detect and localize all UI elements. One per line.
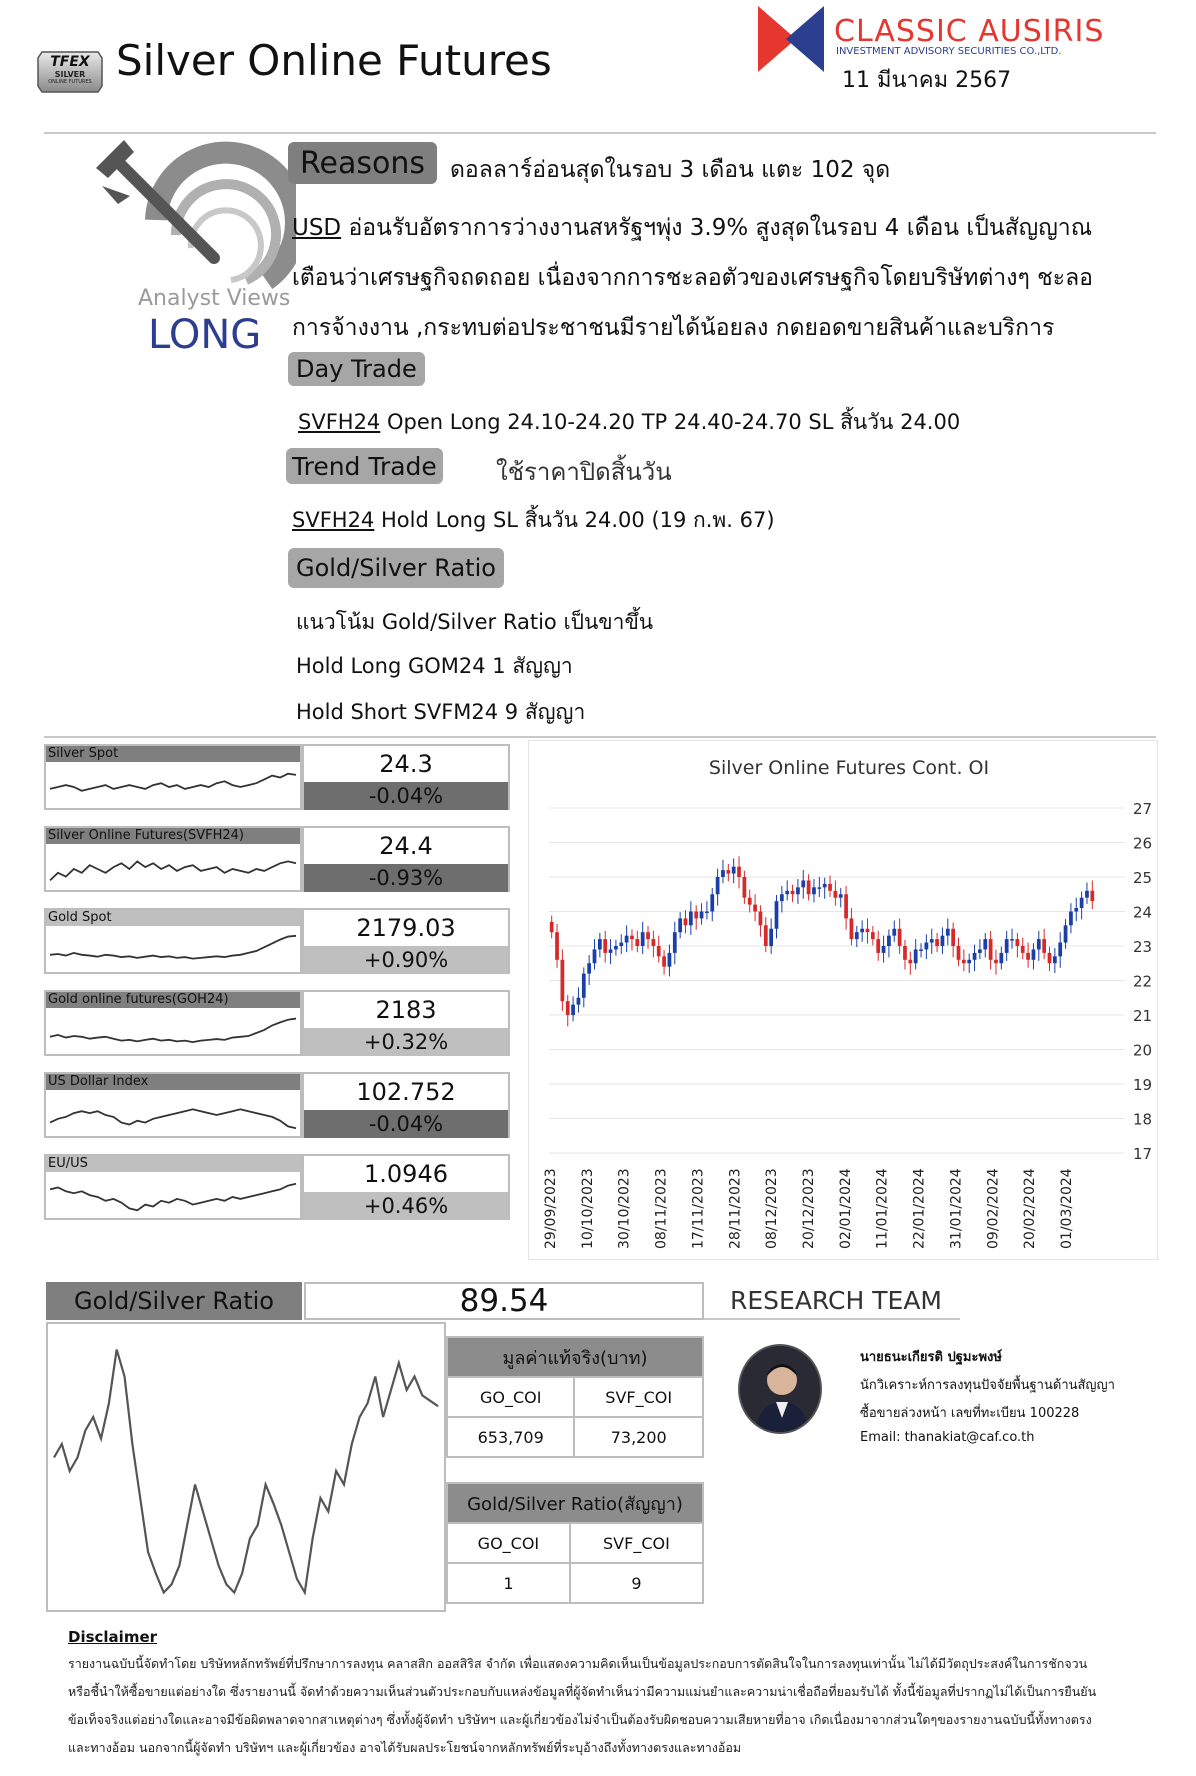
tile-value-box — [302, 826, 510, 892]
candle-body — [1016, 939, 1020, 946]
candle-body — [743, 877, 747, 898]
tile-sparkline-path — [50, 1184, 296, 1211]
gs-ratio-chart — [46, 1322, 446, 1612]
candle-body — [983, 939, 987, 949]
candle-body — [561, 960, 565, 1001]
analyst-stance: LONG — [148, 312, 262, 358]
candle-body — [652, 939, 656, 946]
y-tick-label: 19 — [1133, 1076, 1153, 1094]
ratio-contracts-col2: SVF_COI — [570, 1523, 703, 1563]
reasons-headline: ดอลลาร์อ่อนสุดในรอบ 3 เดือน แตะ 102 จุด — [450, 157, 891, 183]
candle-body — [587, 963, 591, 973]
candlestick-plot — [529, 741, 1159, 1261]
gs-ratio-path — [54, 1350, 438, 1593]
gs-ratio-line — [48, 1324, 444, 1610]
candle-body — [941, 936, 945, 946]
tile-sparkline — [46, 846, 300, 892]
tile-value-box — [302, 1072, 510, 1138]
tile-sparkline — [46, 1092, 300, 1138]
research-team-underline — [704, 1318, 960, 1320]
candle-body — [801, 880, 805, 887]
trend-trade-text: Hold Long SL สิ้นวัน 24.00 (19 ก.พ. 67) — [374, 508, 775, 532]
candle-body — [850, 918, 854, 939]
candle-body — [732, 867, 736, 874]
candle-body — [641, 932, 645, 946]
candle-body — [764, 925, 768, 946]
tfex-logo-top: TFEX — [50, 54, 90, 70]
reasons-body-line3: การจ้างงาน ,กระทบต่อประชาชนมีรายได้น้อยลง กดยอดขายสินค้าและบริการ — [292, 315, 1055, 341]
candle-body — [973, 953, 977, 960]
candle-body — [914, 949, 918, 963]
real-value-table — [446, 1336, 704, 1458]
chart-title: Silver Online Futures Cont. OI — [708, 757, 990, 779]
candle-body — [925, 943, 929, 950]
candle-body — [678, 918, 682, 932]
tile-sparkline-box — [44, 826, 302, 892]
x-tick-label: 02/01/2024 — [837, 1168, 854, 1249]
x-tick-label: 17/11/2023 — [690, 1168, 707, 1249]
candle-body — [1026, 953, 1030, 960]
candle-body — [684, 918, 688, 925]
tile-label: Silver Spot — [46, 746, 300, 762]
ratio-line2: Hold Long GOM24 1 สัญญา — [296, 654, 573, 678]
y-tick-label: 23 — [1133, 938, 1153, 956]
tile-value-box — [302, 990, 510, 1056]
candle-body — [657, 946, 661, 956]
candle-body — [860, 929, 864, 932]
candle-body — [630, 936, 634, 939]
tile-value-box — [302, 744, 510, 810]
trend-trade-line — [292, 504, 775, 537]
ratio-contracts-v1: 1 — [447, 1563, 570, 1603]
candle-body — [834, 891, 838, 898]
candle-body — [625, 936, 629, 943]
candle-body — [1085, 891, 1089, 898]
candle-body — [710, 894, 714, 911]
ratio-line3: Hold Short SVFM24 9 สัญญา — [296, 700, 586, 724]
analyst-name: นายธนะเกียรติ ปฐมะพงษ์ — [860, 1350, 1002, 1365]
candle-body — [721, 870, 725, 877]
candle-body — [694, 912, 698, 919]
ratio-contracts-title: Gold/Silver Ratio(สัญญา) — [447, 1483, 703, 1523]
tile-sparkline-path — [50, 936, 296, 959]
tile-sparkline-box — [44, 744, 302, 810]
day-trade-text: Open Long 24.10-24.20 TP 24.40-24.70 SL สิ้นวัน 24.00 — [380, 410, 961, 434]
candle-body — [882, 946, 886, 953]
day-trade-line — [298, 406, 960, 439]
candle-body — [989, 939, 993, 960]
candle-body — [614, 946, 618, 949]
candle-body — [577, 998, 581, 1005]
candle-body — [951, 929, 955, 946]
gs-ratio-label: Gold/Silver Ratio — [46, 1282, 302, 1320]
candle-body — [603, 939, 607, 953]
company-subtitle: INVESTMENT ADVISORY SECURITIES CO.,LTD. — [836, 46, 1062, 57]
tile-value: 24.4 — [379, 832, 433, 860]
tile-sparkline-box — [44, 1154, 302, 1220]
trend-trade-symbol[interactable]: SVFH24 — [292, 508, 375, 532]
candle-body — [1074, 908, 1078, 911]
mid-divider — [44, 736, 1156, 738]
candle-body — [1021, 946, 1025, 953]
tile-value-box — [302, 908, 510, 974]
candle-body — [1090, 891, 1094, 901]
candle-body — [908, 960, 912, 963]
tile-sparkline — [46, 928, 300, 974]
ratio-section-label: Gold/Silver Ratio — [288, 548, 504, 588]
research-team-heading: RESEARCH TEAM — [730, 1286, 942, 1315]
reasons-body-line2: เตือนว่าเศรษฐกิจถดถอย เนื่องจากการชะลอตัวของเศรษฐกิจโดยบริษัทต่างๆ ชะลอ — [292, 265, 1093, 291]
y-tick-label: 25 — [1133, 869, 1153, 887]
x-tick-label: 10/10/2023 — [579, 1168, 596, 1249]
candle-body — [635, 939, 639, 946]
tile-label: Gold Spot — [46, 910, 300, 926]
tile-sparkline — [46, 764, 300, 810]
day-trade-symbol[interactable]: SVFH24 — [298, 410, 381, 434]
tile-value: 2179.03 — [356, 914, 456, 942]
candle-body — [593, 949, 597, 963]
candle-body — [785, 891, 789, 894]
trend-trade-label: Trend Trade — [286, 448, 443, 484]
candle-body — [1058, 943, 1062, 957]
tile-sparkline-box — [44, 908, 302, 974]
x-tick-label: 01/03/2024 — [1059, 1168, 1075, 1249]
analyst-license: ซื้อขายล่วงหน้า เลขที่ทะเบียน 100228 — [860, 1406, 1080, 1421]
analyst-view — [96, 140, 296, 360]
company-logo — [756, 4, 1136, 94]
candle-body — [823, 884, 827, 887]
y-tick-label: 26 — [1133, 834, 1153, 853]
candle-body — [705, 912, 709, 914]
tile-value: 102.752 — [356, 1078, 456, 1106]
y-tick-label: 24 — [1133, 903, 1153, 922]
tfex-logo — [36, 48, 104, 94]
candle-body — [662, 956, 666, 966]
y-tick-label: 20 — [1133, 1041, 1153, 1060]
tile-value: 1.0946 — [364, 1160, 448, 1188]
tile-value-box — [302, 1154, 510, 1220]
tile-change: -0.04% — [304, 782, 508, 810]
tfex-logo-bottom: ONLINE FUTURES — [48, 79, 92, 85]
tile-sparkline — [46, 1010, 300, 1056]
candle-body — [1048, 953, 1052, 963]
header-divider — [44, 132, 1156, 134]
y-tick-label: 22 — [1133, 972, 1153, 991]
person-icon — [740, 1346, 822, 1434]
tile-label: Gold online futures(GOH24) — [46, 992, 300, 1008]
candle-body — [748, 898, 752, 905]
candle-body — [759, 912, 763, 926]
ratio-contracts-col1: GO_COI — [447, 1523, 570, 1563]
tile-change: +0.46% — [304, 1192, 508, 1220]
target-arrow-icon — [96, 140, 296, 300]
usd-link[interactable]: USD — [292, 215, 342, 241]
ratio-line1: แนวโน้ม Gold/Silver Ratio เป็นขาขึ้น — [296, 610, 654, 634]
candle-body — [769, 929, 773, 946]
tile-sparkline-path — [50, 1109, 296, 1128]
tile-label: US Dollar Index — [46, 1074, 300, 1090]
candle-body — [892, 929, 896, 936]
candle-body — [619, 943, 623, 946]
candle-body — [946, 929, 950, 936]
candle-body — [1064, 925, 1068, 942]
tile-label: Silver Online Futures(SVFH24) — [46, 828, 300, 844]
candle-body — [919, 949, 923, 951]
candle-body — [898, 929, 902, 946]
reasons-body-line1 — [292, 210, 1092, 246]
candle-body — [930, 939, 934, 942]
candle-body — [999, 953, 1003, 963]
classic-ausiris-mark-icon — [756, 4, 826, 74]
reasons-label: Reasons — [288, 142, 437, 184]
candle-body — [828, 884, 832, 891]
tile-label: EU/US — [46, 1156, 300, 1172]
x-tick-label: 08/12/2023 — [764, 1168, 781, 1249]
tile-sparkline — [46, 1174, 300, 1220]
ratio-contracts-v2: 9 — [570, 1563, 703, 1603]
candle-body — [957, 946, 961, 960]
candle-body — [812, 887, 816, 894]
candle-body — [566, 1001, 570, 1015]
candle-body — [1053, 956, 1057, 963]
analyst-role: นักวิเคราะห์การลงทุนปัจจัยพื้นฐานด้านสัญญา — [860, 1378, 1115, 1393]
tile-sparkline-path — [50, 861, 296, 880]
tile-sparkline-path — [50, 774, 296, 791]
real-value-title: มูลค่าแท้จริง(บาท) — [447, 1337, 703, 1377]
candle-body — [753, 905, 757, 912]
candle-body — [737, 867, 741, 877]
candle-body — [700, 912, 704, 919]
candle-body — [555, 932, 559, 960]
candle-body — [935, 939, 939, 946]
candle-body — [962, 960, 966, 963]
candle-body — [582, 974, 586, 998]
candle-body — [780, 894, 784, 901]
y-tick-label: 21 — [1133, 1007, 1153, 1025]
page-title: Silver Online Futures — [116, 36, 552, 85]
candle-body — [1010, 939, 1014, 941]
candle-body — [807, 880, 811, 894]
candle-body — [1069, 912, 1073, 926]
trend-trade-note: ใช้ราคาปิดสิ้นวัน — [496, 458, 672, 486]
candle-body — [1080, 898, 1084, 908]
x-tick-label: 28/11/2023 — [727, 1168, 744, 1249]
candle-body — [668, 953, 672, 967]
candle-body — [726, 870, 730, 873]
x-tick-label: 22/01/2024 — [911, 1168, 928, 1249]
x-tick-label: 09/02/2024 — [985, 1168, 1002, 1249]
x-tick-label: 20/02/2024 — [1022, 1168, 1039, 1249]
real-value-v2: 73,200 — [574, 1417, 703, 1457]
ratio-contracts-table — [446, 1482, 704, 1604]
candle-body — [598, 939, 602, 949]
x-tick-label: 20/12/2023 — [801, 1168, 817, 1249]
y-tick-label: 18 — [1133, 1110, 1153, 1129]
real-value-v1: 653,709 — [447, 1417, 574, 1457]
candle-body — [550, 922, 554, 932]
candle-body — [994, 960, 998, 963]
candle-body — [1042, 939, 1046, 953]
tile-change: -0.04% — [304, 1110, 508, 1138]
tile-change: +0.32% — [304, 1028, 508, 1056]
reasons-body-text1: อ่อนรับอัตราการว่างงานสหรัฐฯพุ่ง 3.9% สูงสุดในรอบ 4 เดือน เป็นสัญญาณ — [341, 215, 1093, 241]
candle-body — [796, 887, 800, 894]
x-tick-label: 11/01/2024 — [874, 1168, 891, 1249]
candle-body — [609, 949, 613, 952]
analyst-email[interactable]: Email: thanakiat@caf.co.th — [860, 1430, 1035, 1445]
y-tick-label: 17 — [1133, 1145, 1153, 1163]
candle-body — [903, 946, 907, 960]
tfex-logo-mid: SILVER — [54, 70, 86, 79]
candle-body — [1005, 939, 1009, 953]
tile-sparkline-box — [44, 990, 302, 1056]
company-name: CLASSIC AUSIRIS — [834, 14, 1105, 49]
candle-body — [871, 932, 875, 939]
candle-body — [1037, 939, 1041, 949]
disclaimer-heading: Disclaimer — [68, 1628, 158, 1646]
candle-body — [887, 936, 891, 946]
disclaimer-line3: ข้อเท็จจริงแต่อย่างใดและอาจมีข้อผิดพลาดจากสาเหตุต่างๆ ซึ่งทั้งผู้จัดทำ บริษัทฯ และผู้เกี่ยวข้องไม่จำเป็นต้องรับผิดชอบความเสียหายที่อาจ เกิดเนื่องมาจากส่วนใดๆของรายงานฉบับนี้ทั้งทางตรง — [68, 1712, 1092, 1727]
candle-body — [716, 877, 720, 894]
real-value-col1: GO_COI — [447, 1377, 574, 1417]
candle-body — [646, 932, 650, 939]
report-date: 11 มีนาคม 2567 — [842, 68, 1012, 93]
tile-value: 24.3 — [379, 750, 433, 778]
tile-value: 2183 — [375, 996, 437, 1024]
analyst-views-caption: Analyst Views — [138, 286, 291, 311]
disclaimer-line2: หรือชี้นำให้ซื้อขายแต่อย่างใด ซึ่งรายงานนี้ จัดทำด้วยความเห็นส่วนตัวประกอบกับแหล่งข้อมูลที่ผู้จัดทำเห็นว่ามีความแม่นยำและความน่าเชื่อถือที่ยอมรับได้ ทั้งนี้ข้อมูลที่ปรากฏไม่ได้เป็นการยืนยัน — [68, 1684, 1097, 1699]
disclaimer-line4: และทางอ้อม นอกจากนี้ผู้จัดทำ บริษัทฯ และผู้เกี่ยวข้อง อาจได้รับผลประโยชน์จากหลักทรัพย์ที่ระบุอ้างถึงทั้งทางตรงและทางอ้อม — [68, 1740, 742, 1755]
candle-body — [844, 894, 848, 918]
x-tick-label: 31/01/2024 — [948, 1168, 965, 1249]
day-trade-label: Day Trade — [288, 352, 425, 386]
tile-change: +0.90% — [304, 946, 508, 974]
real-value-col2: SVF_COI — [574, 1377, 703, 1417]
candle-body — [967, 960, 971, 963]
tile-sparkline-box — [44, 1072, 302, 1138]
candle-body — [978, 949, 982, 952]
disclaimer-line1: รายงานฉบับนี้จัดทำโดย บริษัทหลักทรัพย์ที่ปรึกษาการลงทุน คลาสสิก ออสสิริส จำกัด เพื่อแสดงความคิดเห็นเป็นข้อมูลประกอบการตัดสินใจในการลงทุนเท่านั้น ไม่ได้มีวัตถุประสงค์ในการชักจวน — [68, 1656, 1088, 1671]
candle-body — [839, 894, 843, 897]
candle-body — [1032, 949, 1036, 959]
candle-body — [817, 887, 821, 889]
candle-body — [791, 891, 795, 894]
candle-body — [876, 939, 880, 953]
candle-body — [855, 932, 859, 939]
candle-body — [571, 1005, 575, 1015]
candle-body — [673, 932, 677, 953]
candle-body — [689, 912, 693, 926]
gs-ratio-value: 89.54 — [304, 1282, 704, 1320]
oi-chart — [528, 740, 1158, 1260]
candle-body — [866, 929, 870, 932]
analyst-avatar — [738, 1344, 822, 1434]
y-tick-label: 27 — [1133, 800, 1153, 818]
tile-change: -0.93% — [304, 864, 508, 892]
x-tick-label: 08/11/2023 — [653, 1168, 670, 1249]
tile-sparkline-path — [50, 1019, 296, 1043]
x-tick-label: 29/09/2023 — [543, 1168, 559, 1249]
candle-body — [775, 901, 779, 929]
x-tick-label: 30/10/2023 — [616, 1168, 633, 1249]
